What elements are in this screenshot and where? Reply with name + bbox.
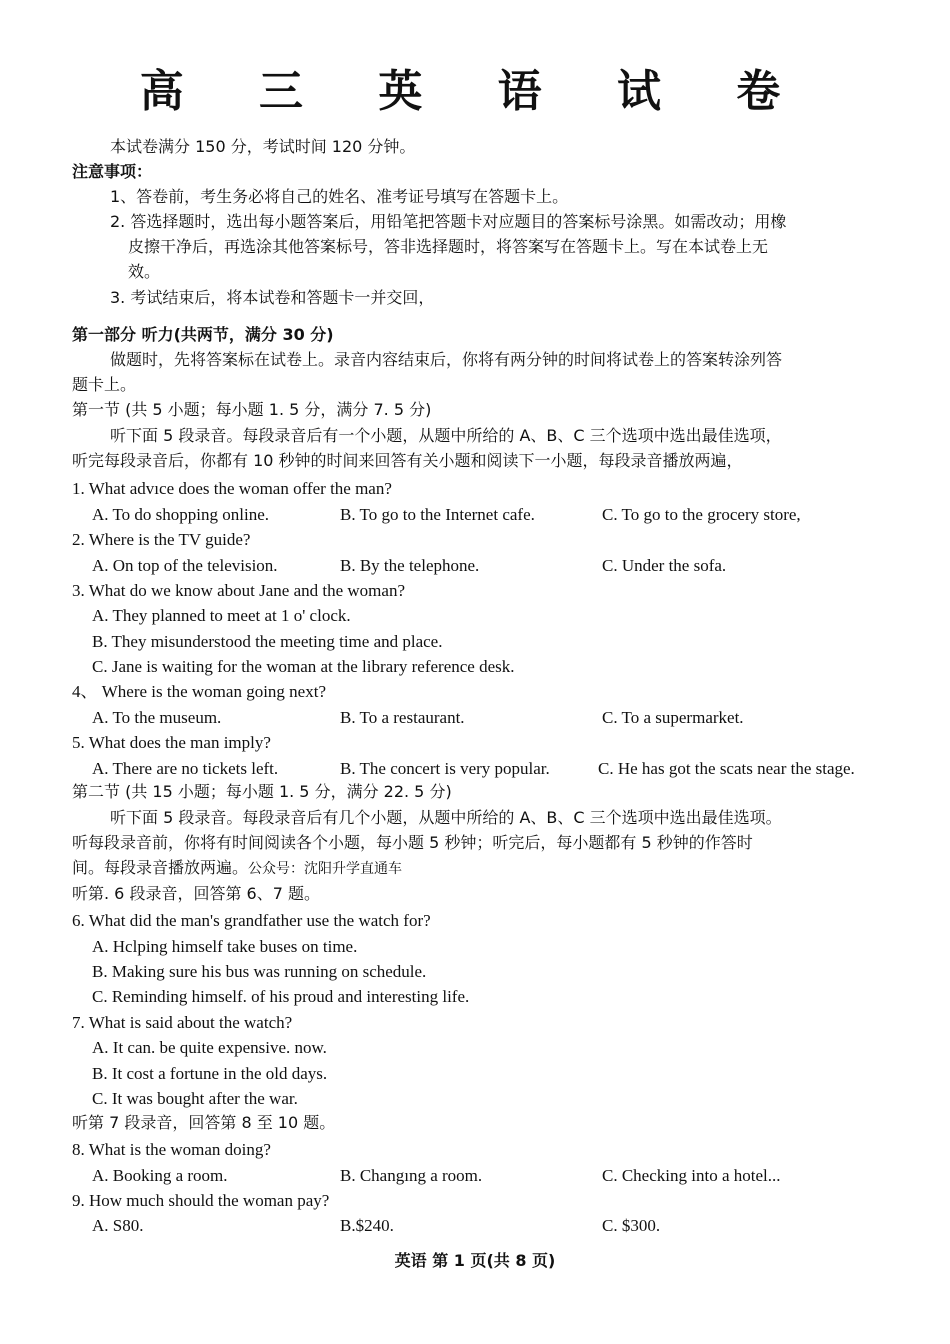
option-b: B. It cost a fortune in the old days. [92,1064,328,1083]
option-c: C. Under the sofa. [602,556,727,575]
option-a: A. S80. [92,1216,144,1235]
option-c: C. Checking into a hotel... [602,1166,781,1185]
option-c: C. He has got the scats near the stage. [598,759,855,778]
question-stem: 4、 Where is the woman going next? [72,682,326,701]
option-a: A. It can. be quite expensive. now. [92,1038,327,1057]
option-b: B. Changıng a room. [340,1166,483,1185]
option-b: B. Making sure his bus was running on schedule. [92,962,427,981]
option-c: C. Jane is waiting for the woman at the library reference desk. [92,657,515,676]
option-c: C. To a supermarket. [602,708,744,727]
question-stem: 9. How much should the woman pay? [72,1191,330,1210]
question-stem: 8. What is the woman doing? [72,1140,271,1159]
section2-instruction: 听下面 5 段录音。每段录音后有几个小题，从题中所给的 A、B、C 三个选项中选出最佳选项。 [110,808,782,827]
notice-item: 1、答卷前，考生务必将自己的姓名、准考证号填写在答题卡上。 [110,187,569,206]
section1-instruction: 听完每段录音后，你都有 10 秒钟的时间来回答有关小题和阅读下一小题，每段录音播放两遍， [72,451,743,470]
option-b: B. By the telephone. [340,556,480,575]
option-c: C. To go to the grocery store, [602,505,801,524]
option-c: C. $300. [602,1216,661,1235]
notice-heading: 注意事项： [72,162,153,181]
option-b: B.$240. [340,1216,394,1235]
option-b: B. To go to the Internet cafe. [340,505,535,524]
section2-instruction-last [72,857,402,880]
part1-instruction: 做题时，先将答案标在试卷上。录音内容结束后，你将有两分钟的时间将试卷上的答案转涂列答 [110,350,783,369]
question-stem: 5. What does the man imply? [72,733,271,752]
option-c: C. It was bought after the war. [92,1089,298,1108]
option-a: A. On top of the television. [92,556,278,575]
question-stem: 2. Where is the TV guide? [72,530,251,549]
question-stem: 1. What advıce does the woman offer the man? [72,479,392,498]
notice-item: 2. 答选择题时，选出每小题答案后，用铅笔把答题卡对应题目的答案标号涂黑。如需改动；用橡 [110,212,787,231]
option-b: B. To a restaurant. [340,708,465,727]
option-c: C. Reminding himself. of his proud and interesting life. [92,987,470,1006]
option-a: A. Hclping himself take buses on time. [92,937,358,956]
notice-item: 3. 考试结束后，将本试卷和答题卡一并交回， [110,288,435,307]
notice-item: 皮擦干净后，再选涂其他答案标号，答非选择题时，将答案写在答题卡上。写在本试卷上无 [128,237,769,256]
page-footer: 英语 第 1 页(共 8 页) [394,1251,556,1270]
section1-instruction: 听下面 5 段录音。每段录音后有一个小题，从题中所给的 A、B、C 三个选项中选出最佳选项， [110,426,782,445]
option-a: A. There are no tickets left. [92,759,279,778]
option-a: A. Booking a room. [92,1166,228,1185]
question-stem: 3. What do we know about Jane and the woman? [72,581,405,600]
option-a: A. They planned to meet at 1 o' clock. [92,606,351,625]
question-stem: 7. What is said about the watch? [72,1013,293,1032]
section1-heading: 第一节 (共 5 小题；每小题 1. 5 分，满分 7. 5 分) [72,400,432,419]
page-title: 高 三 英 语 试 卷 [139,66,811,117]
option-b: B. The concert is very popular. [340,759,550,778]
option-b: B. They misunderstood the meeting time and place. [92,632,443,651]
listening-group-heading: 听第 7 段录音，回答第 8 至 10 题。 [72,1113,336,1132]
option-a: A. To do shopping online. [92,505,269,524]
part1-heading: 第一部分 听力(共两节，满分 30 分) [72,325,334,344]
section2-instruction-text: 间。每段录音播放两遍。 [72,858,249,877]
exam-intro: 本试卷满分 150 分，考试时间 120 分钟。 [110,137,416,156]
part1-instruction: 题卡上。 [72,375,137,394]
notice-item: 效。 [128,262,161,281]
section2-heading: 第二节 (共 15 小题；每小题 1. 5 分，满分 22. 5 分) [72,782,452,801]
section2-instruction: 听每段录音前，你将有时间阅读各个小题，每小题 5 秒钟；听完后，每小题都有 5 秒钟的作答时 [72,833,753,852]
option-a: A. To the museum. [92,708,222,727]
listening-group-heading: 听第. 6 段录音，回答第 6、7 题。 [72,884,320,903]
question-stem: 6. What did the man's grandfather use the watch for? [72,911,431,930]
watermark-text: 公众号：沈阳升学直通车 [248,861,403,877]
